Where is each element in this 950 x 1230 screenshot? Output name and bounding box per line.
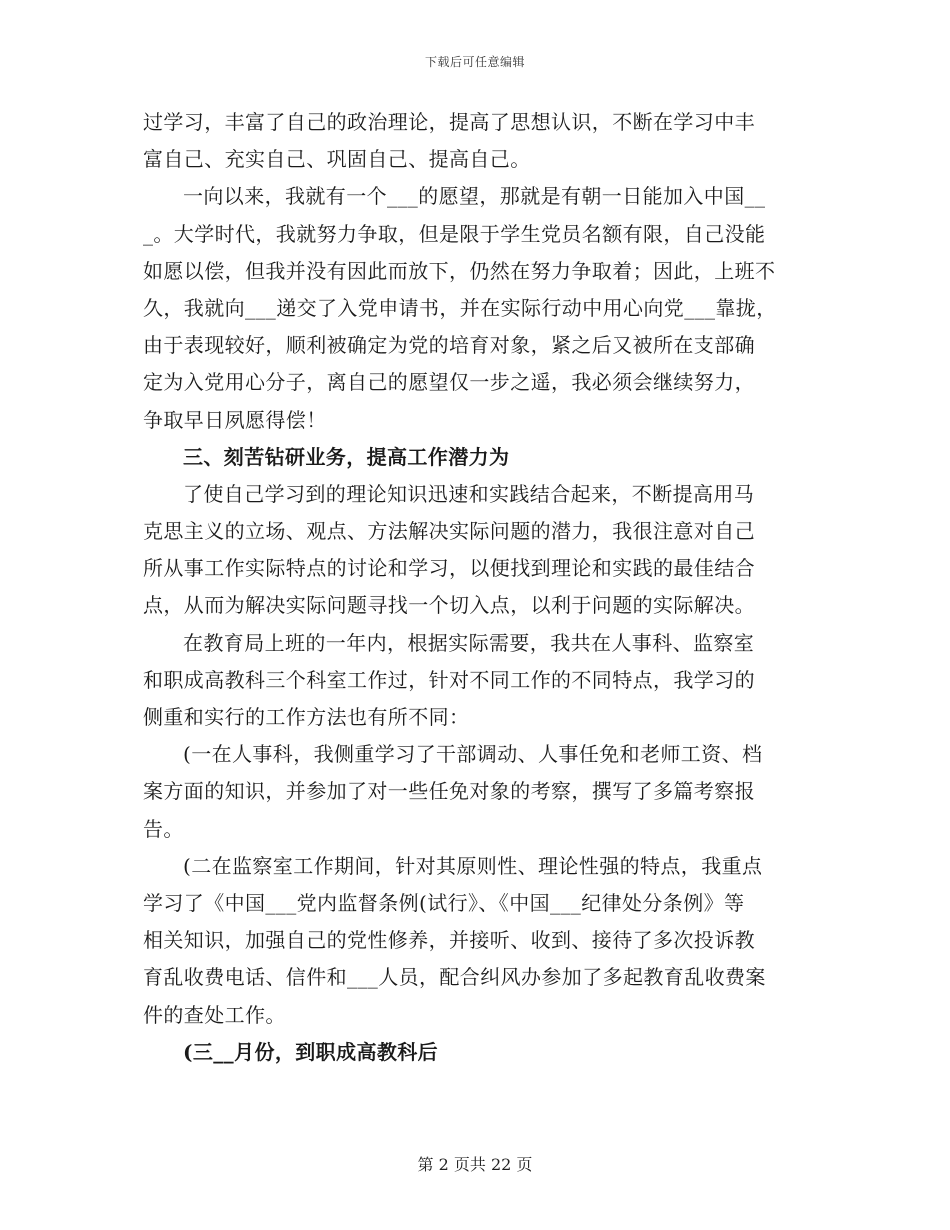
text-line: 过学习，丰富了自己的政治理论，提高了思想认识，不断在学习中丰 — [143, 110, 755, 134]
text-line: 了使自己学习到的理论知识迅速和实践结合起来，不断提高用马 — [183, 481, 755, 506]
text-line: 克思主义的立场、观点、方法解决实际问题的潜力，我很注意对自己 — [143, 519, 755, 544]
text-line: 案方面的知识，并参加了对一些任免对象的考察，撰写了多篇考察报 — [143, 779, 755, 804]
text-line: 件的查处工作。 — [143, 1002, 286, 1027]
page-footer: 第 2 页共 22 页 — [417, 1155, 533, 1174]
text-line: 相关知识，加强自己的党性修养，并接听、收到、接待了多次投诉教 — [143, 928, 755, 953]
text-line: 久，我就向___递交了入党申请书，并在实际行动中用心向党___靠拢， — [143, 295, 777, 320]
section-heading-line: (三__月份，到职成高教科后 — [183, 1039, 439, 1064]
text-line: 和职成高教科三个科室工作过，针对不同工作的不同特点，我学习的 — [143, 667, 755, 692]
text-line: 学习了《中国___党内监督条例(试行》、《中国___纪律处分条例》等 — [143, 890, 745, 915]
text-line: (一在人事科，我侧重学习了干部调动、人事任免和老师工资、档 — [183, 742, 763, 767]
text-line: 育乱收费电话、信件和___人员，配合纠风办参加了多起教育乱收费案 — [143, 965, 766, 990]
text-line: _。大学时代，我就努力争取，但是限于学生党员名额有限，自己没能 — [143, 221, 766, 246]
text-line: 定为入党用心分子，离自己的愿望仅一步之遥，我必须会继续努力， — [143, 370, 755, 395]
text-line: 所从事工作实际特点的讨论和学习，以便找到理论和实践的最佳结合 — [143, 556, 755, 581]
document-body — [143, 104, 807, 1071]
text-line: 侧重和实行的工作方法也有所不同： — [143, 705, 470, 729]
text-line: 如愿以偿，但我并没有因此而放下，仍然在努力争取着；因此，上班不 — [143, 258, 776, 283]
text-line: (二在监察室工作期间，针对其原则性、理论性强的特点，我重点 — [183, 853, 763, 878]
text-line: 由于表现较好，顺利被确定为党的培育对象，紧之后又被所在支部确 — [143, 333, 755, 358]
text-line: 富自己、充实自己、巩固自己、提高自己。 — [143, 147, 531, 172]
text-line: 一向以来，我就有一个___的愿望，那就是有朝一日能加入中国__ — [183, 184, 766, 209]
section-heading-line: 三、刻苦钻研业务，提高工作潜力为 — [183, 444, 510, 469]
text-line: 告。 — [143, 816, 184, 841]
page-header: 下载后可任意编辑 — [424, 55, 525, 69]
text-line: 点，从而为解决实际问题寻找一个切入点，以利于问题的实际解决。 — [143, 593, 755, 618]
text-line: 在教育局上班的一年内，根据实际需要，我共在人事科、监察室 — [183, 630, 755, 655]
text-line: 争取早日夙愿得偿！ — [143, 407, 327, 432]
